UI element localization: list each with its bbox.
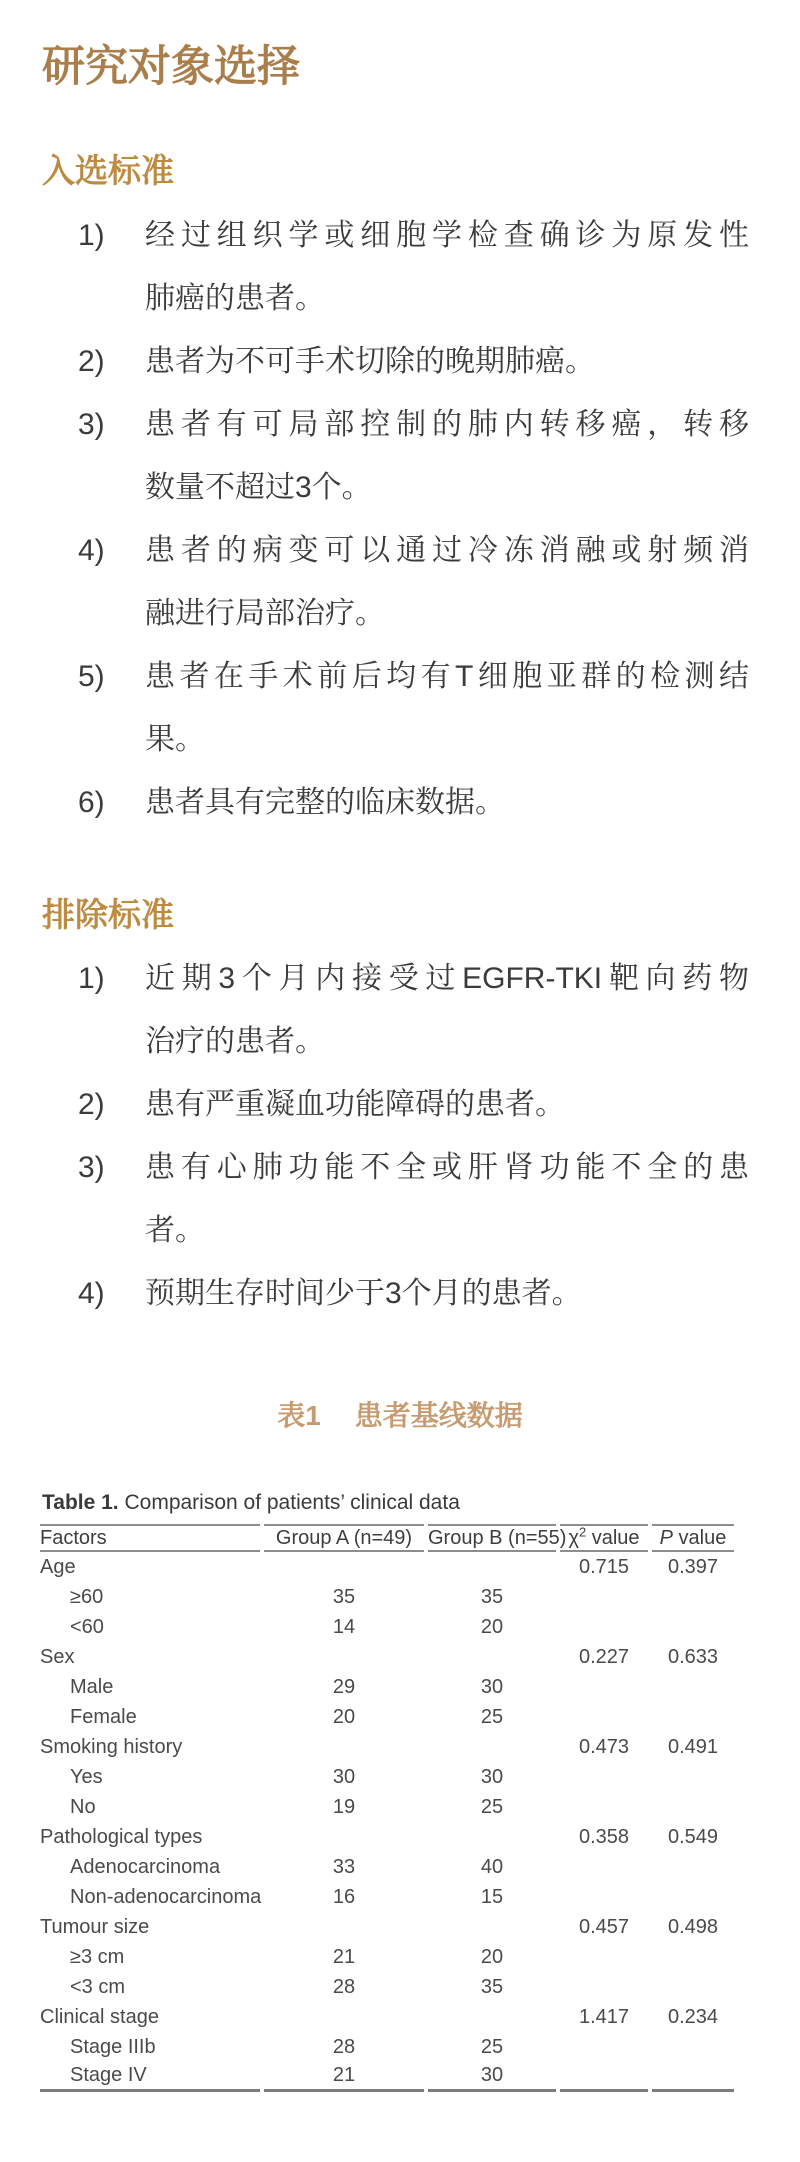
chi2-cell (560, 1972, 648, 2002)
list-item (0, 393, 800, 519)
group-b-cell: 20 (480, 1615, 504, 1638)
list-item-line: 数量不超过3个。 (145, 471, 372, 504)
table-body (40, 1552, 734, 2092)
table-row (40, 1672, 734, 1702)
group-b-cell: 30 (480, 1765, 504, 1788)
factor-cell: Stage IV (40, 2062, 260, 2092)
group-b-cell: 20 (480, 1945, 504, 1968)
table-row (40, 2002, 734, 2032)
column-header-text: 2 (578, 1523, 587, 1539)
p-value-cell (652, 2032, 734, 2062)
table-row (40, 1612, 734, 1642)
group-b-cell: 30 (428, 2062, 556, 2092)
list-item-text (145, 771, 749, 834)
group-a-cell (264, 2002, 424, 2032)
factor-cell: Female (70, 1705, 137, 1728)
group-b-cell (428, 1822, 556, 1852)
factor-cell: ≥60 (70, 1585, 104, 1608)
list-item-line: 近期3个月内接受过EGFR-TKI靶向药物 (145, 962, 749, 995)
table-row (40, 1852, 734, 1882)
list-item-line: 预期生存时间少于3个月的患者。 (145, 1277, 582, 1310)
factor-cell: Stage IIIb (70, 2035, 156, 2058)
chi2-cell: 0.227 (578, 1645, 630, 1668)
p-value-cell: 0.633 (667, 1645, 719, 1668)
list-item-line: 患有心肺功能不全或肝肾功能不全的患 (145, 1151, 749, 1184)
chi2-cell (560, 1612, 648, 1642)
column-header-text: Group A (n=49) (275, 1526, 413, 1549)
p-value-cell (652, 2062, 734, 2092)
group-a-cell: 16 (332, 1885, 356, 1908)
p-value-cell: 0.491 (667, 1735, 719, 1758)
table-caption-zh-number: 表1 (277, 1400, 321, 1431)
p-value-cell (652, 1702, 734, 1732)
group-a-cell: 28 (332, 1975, 356, 1998)
table-row (40, 2062, 734, 2092)
list-item-text (145, 1073, 749, 1136)
list-item-text (145, 330, 749, 393)
criteria-section (0, 150, 800, 834)
group-b-cell: 40 (480, 1855, 504, 1878)
list-item-text (145, 519, 749, 645)
group-b-cell (428, 1912, 556, 1942)
factor-cell: Adenocarcinoma (70, 1855, 221, 1878)
p-value-cell (652, 1672, 734, 1702)
p-value-cell: 0.397 (667, 1555, 719, 1578)
group-b-cell: 30 (480, 1675, 504, 1698)
column-header-text: χ (568, 1526, 579, 1549)
group-a-cell (264, 1552, 424, 1582)
section-heading: 排除标准 (42, 896, 174, 933)
criteria-sections (0, 150, 800, 1325)
chi2-cell (560, 1942, 648, 1972)
list-item-line: 患有严重凝血功能障碍的患者。 (145, 1088, 565, 1121)
group-b-cell: 35 (480, 1975, 504, 1998)
chi2-cell (560, 1672, 648, 1702)
group-b-cell: 25 (480, 1705, 504, 1728)
list-item-text (145, 1136, 749, 1262)
list-item-number: 3) (78, 1151, 105, 1184)
group-a-cell (264, 1912, 424, 1942)
chi2-cell (560, 1582, 648, 1612)
column-header (40, 1524, 260, 1552)
page-title: 研究对象选择 (42, 42, 300, 92)
list-item-line: 果。 (145, 723, 205, 756)
list-item-number: 2) (78, 345, 105, 378)
p-value-cell (652, 1972, 734, 2002)
list-item-text (145, 645, 749, 771)
factor-cell: Male (70, 1675, 114, 1698)
list-item-line: 患者为不可手术切除的晚期肺癌。 (145, 345, 595, 378)
table-row (40, 1972, 734, 2002)
list-item (0, 330, 800, 393)
group-a-cell: 28 (332, 2035, 356, 2058)
table-header-row (40, 1524, 734, 1552)
p-value-cell (652, 1612, 734, 1642)
group-a-cell (264, 1822, 424, 1852)
group-a-cell: 35 (332, 1585, 356, 1608)
table-row (40, 1732, 734, 1762)
column-header-text: value (586, 1526, 640, 1549)
list-item-line: 患者在手术前后均有T细胞亚群的检测结 (145, 660, 749, 693)
list-item-number: 2) (78, 1088, 105, 1121)
list-item-number: 3) (78, 408, 105, 441)
column-header (652, 1524, 734, 1552)
column-header-text: P (659, 1526, 673, 1549)
column-header (560, 1524, 648, 1552)
chi2-cell (560, 1702, 648, 1732)
table-row (40, 1582, 734, 1612)
table-caption-zh (0, 1398, 800, 1434)
group-b-cell: 15 (480, 1885, 504, 1908)
p-value-cell (652, 1762, 734, 1792)
table-caption-en (42, 1490, 800, 1516)
chi2-cell: 0.473 (578, 1735, 630, 1758)
list-item-line: 患者有可局部控制的肺内转移癌，转移 (145, 408, 749, 441)
list-item-text (145, 947, 749, 1073)
criteria-list (0, 204, 800, 834)
table-row (40, 1942, 734, 1972)
table-row (40, 1912, 734, 1942)
table-row (40, 2032, 734, 2062)
list-item-text (145, 204, 749, 330)
list-item-number: 1) (78, 962, 105, 995)
group-a-cell: 21 (332, 1945, 356, 1968)
list-item (0, 1073, 800, 1136)
list-item (0, 1262, 800, 1325)
list-item-line: 患者具有完整的临床数据。 (145, 786, 505, 819)
chi2-cell (560, 1882, 648, 1912)
factor-cell: Sex (40, 1645, 75, 1668)
list-item-line: 治疗的患者。 (145, 1025, 325, 1058)
table-caption-en-label: Table 1. (42, 1491, 119, 1514)
group-a-cell: 29 (332, 1675, 356, 1698)
table-caption-zh-title: 患者基线数据 (354, 1400, 523, 1431)
chi2-cell (560, 1852, 648, 1882)
list-item-text (145, 393, 749, 519)
factor-cell: Yes (70, 1765, 103, 1788)
factor-cell: Smoking history (40, 1735, 183, 1758)
criteria-list (0, 947, 800, 1325)
list-item-number: 6) (78, 786, 105, 819)
p-value-cell (652, 1582, 734, 1612)
chi2-cell: 0.715 (578, 1555, 630, 1578)
column-header (264, 1524, 424, 1552)
table-row (40, 1642, 734, 1672)
table-caption-en-text: Comparison of patients’ clinical data (118, 1491, 460, 1514)
group-a-cell: 33 (332, 1855, 356, 1878)
p-value-cell (652, 1882, 734, 1912)
group-b-cell: 35 (480, 1585, 504, 1608)
chi2-cell: 0.457 (578, 1915, 630, 1938)
factor-cell: Age (40, 1555, 76, 1578)
column-header-text: Group B (n=55) (428, 1526, 567, 1549)
group-a-cell: 21 (264, 2062, 424, 2092)
chi2-cell (560, 1762, 648, 1792)
chi2-cell (560, 2032, 648, 2062)
group-a-cell: 14 (332, 1615, 356, 1638)
p-value-cell (652, 1942, 734, 1972)
table-row (40, 1702, 734, 1732)
list-item (0, 519, 800, 645)
factor-cell: Non-adenocarcinoma (70, 1885, 262, 1908)
factor-cell: No (70, 1795, 96, 1818)
table-row (40, 1762, 734, 1792)
list-item (0, 1136, 800, 1262)
factor-cell: Clinical stage (40, 2005, 159, 2028)
group-b-cell (428, 1642, 556, 1672)
list-item-line: 者。 (145, 1214, 205, 1247)
group-a-cell: 20 (332, 1705, 356, 1728)
list-item-line: 患者的病变可以通过冷冻消融或射频消 (145, 534, 749, 567)
list-item (0, 204, 800, 330)
list-item (0, 947, 800, 1073)
p-value-cell: 0.498 (667, 1915, 719, 1938)
factor-cell: <60 (70, 1615, 104, 1638)
group-b-cell (428, 1732, 556, 1762)
list-item-line: 经过组织学或细胞学检查确诊为原发性 (145, 219, 749, 252)
p-value-cell (652, 1852, 734, 1882)
criteria-section (0, 894, 800, 1325)
list-item (0, 645, 800, 771)
group-a-cell (264, 1732, 424, 1762)
list-item-number: 5) (78, 660, 105, 693)
group-a-cell (264, 1642, 424, 1672)
group-b-cell (428, 1552, 556, 1582)
column-header-text: value (672, 1526, 727, 1549)
table-row (40, 1552, 734, 1582)
chi2-cell: 0.358 (578, 1825, 630, 1848)
group-a-cell: 30 (332, 1765, 356, 1788)
list-item-line: 融进行局部治疗。 (145, 597, 385, 630)
list-item-number: 4) (78, 1277, 105, 1310)
table-row (40, 1882, 734, 1912)
list-item-number: 1) (78, 219, 105, 252)
column-header (428, 1524, 567, 1552)
list-item-number: 4) (78, 534, 105, 567)
group-b-cell (428, 2002, 556, 2032)
factor-cell: Pathological types (40, 1825, 203, 1848)
chi2-cell (560, 2062, 648, 2092)
list-item-line: 肺癌的患者。 (145, 282, 325, 315)
table-row (40, 1792, 734, 1822)
list-item (0, 771, 800, 834)
p-value-cell: 0.549 (667, 1825, 719, 1848)
p-value-cell: 0.234 (667, 2005, 719, 2028)
p-value-cell (652, 1792, 734, 1822)
group-a-cell: 19 (332, 1795, 356, 1818)
table-header (40, 1524, 734, 1552)
chi2-cell (560, 1792, 648, 1822)
chi2-cell: 1.417 (578, 2005, 630, 2028)
list-item-text (145, 1262, 749, 1325)
factor-cell: ≥3 cm (70, 1945, 125, 1968)
group-b-cell: 25 (480, 2035, 504, 2058)
column-header-text: Factors (40, 1526, 107, 1549)
factor-cell: Tumour size (40, 1915, 150, 1938)
section-heading: 入选标准 (42, 152, 174, 189)
clinical-data-table (36, 1524, 738, 2092)
factor-cell: <3 cm (70, 1975, 126, 1998)
group-b-cell: 25 (480, 1795, 504, 1818)
table-row (40, 1822, 734, 1852)
